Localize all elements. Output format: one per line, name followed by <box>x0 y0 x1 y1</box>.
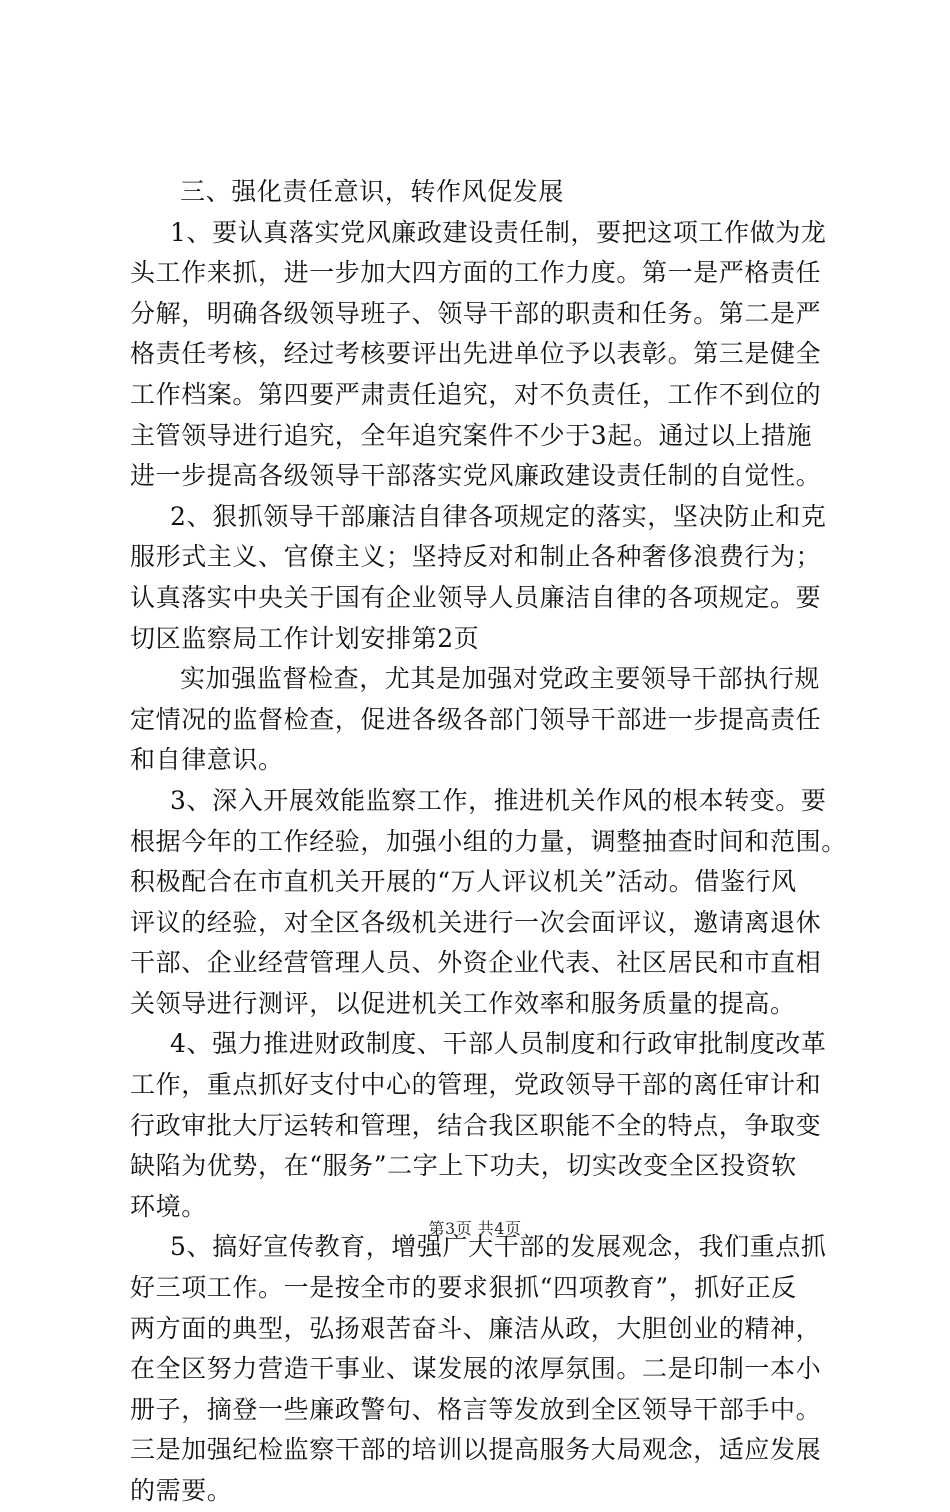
document-body <box>130 172 850 1512</box>
section-heading: 三、强化责任意识，转作风促发展 <box>180 177 565 206</box>
paragraph-line: 切区监察局工作计划安排第2页 <box>130 623 480 653</box>
paragraph-line: 缺陷为优势，在“服务”二字上下功夫，切实改变全区投资软 <box>130 1151 797 1181</box>
paragraph-line: 4、强力推进财政制度、干部人员制度和行政审批制度改革 <box>170 1029 827 1059</box>
paragraph-line: 定情况的监督检查，促进各级各部门领导干部进一步提高责任 <box>130 704 822 734</box>
paragraph-line: 好三项工作。一是按全市的要求狠抓“四项教育”，抓好正反 <box>130 1273 797 1303</box>
paragraph-line: 根据今年的工作经验，加强小组的力量，调整抽查时间和范围。 <box>130 826 847 856</box>
paragraph-line: 行政审批大厅运转和管理，结合我区职能不全的特点，争取变 <box>130 1110 822 1140</box>
paragraph-line: 和自律意识。 <box>130 745 284 775</box>
paragraph-line: 的需要。 <box>130 1476 233 1505</box>
paragraph-line: 认真落实中央关于国有企业领导人员廉洁自律的各项规定。要 <box>130 582 822 612</box>
paragraph-line: 三是加强纪检监察干部的培训以提高服务大局观念，适应发展 <box>130 1435 822 1465</box>
paragraph-line: 服形式主义、官僚主义；坚持反对和制止各种奢侈浪费行为； <box>130 542 822 572</box>
paragraph-line: 评议的经验，对全区各级机关进行一次会面评议，邀请离退休 <box>130 907 822 937</box>
paragraph-line: 3、深入开展效能监察工作，推进机关作风的根本转变。要 <box>170 785 827 815</box>
paragraph-line: 主管领导进行追究，全年追究案件不少于3起。通过以上措施 <box>130 420 813 450</box>
paragraph-line: 工作档案。第四要严肃责任追究，对不负责任，工作不到位的 <box>130 379 822 409</box>
paragraph-line: 工作，重点抓好支付中心的管理，党政领导干部的离任审计和 <box>130 1070 822 1100</box>
paragraph-line: 两方面的典型，弘扬艰苦奋斗、廉洁从政，大胆创业的精神， <box>130 1313 822 1343</box>
paragraph-line: 分解，明确各级领导班子、领导干部的职责和任务。第二是严 <box>130 298 822 328</box>
paragraph-line: 头工作来抓，进一步加大四方面的工作力度。第一是严格责任 <box>130 258 822 288</box>
paragraph-line: 格责任考核，经过考核要评出先进单位予以表彰。第三是健全 <box>130 339 822 369</box>
paragraph-line: 2、狠抓领导干部廉洁自律各项规定的落实，坚决防止和克 <box>170 501 827 531</box>
paragraph-line: 关领导进行测评，以促进机关工作效率和服务质量的提高。 <box>130 988 796 1018</box>
paragraph-line: 环境。 <box>130 1191 207 1221</box>
paragraph-line: 干部、企业经营管理人员、外资企业代表、社区居民和市直相 <box>130 948 822 978</box>
paragraph-line: 1、要认真落实党风廉政建设责任制，要把这项工作做为龙 <box>170 217 827 247</box>
paragraph-line: 积极配合在市直机关开展的“万人评议机关”活动。借鉴行风 <box>130 867 797 897</box>
paragraph-line: 册子，摘登一些廉政警句、格言等发放到全区领导干部手中。 <box>130 1394 822 1424</box>
paragraph-line: 5、搞好宣传教育，增强广大干部的发展观念，我们重点抓 <box>170 1232 827 1262</box>
paragraph-line: 实加强监督检查，尤其是加强对党政主要领导干部执行规 <box>180 664 821 694</box>
paragraph-line: 进一步提高各级领导干部落实党风廉政建设责任制的自觉性。 <box>130 461 822 491</box>
page-number-footer: 第3页 共4页 <box>428 1219 522 1238</box>
paragraph-line: 在全区努力营造干事业、谋发展的浓厚氛围。二是印制一本小 <box>130 1354 822 1384</box>
